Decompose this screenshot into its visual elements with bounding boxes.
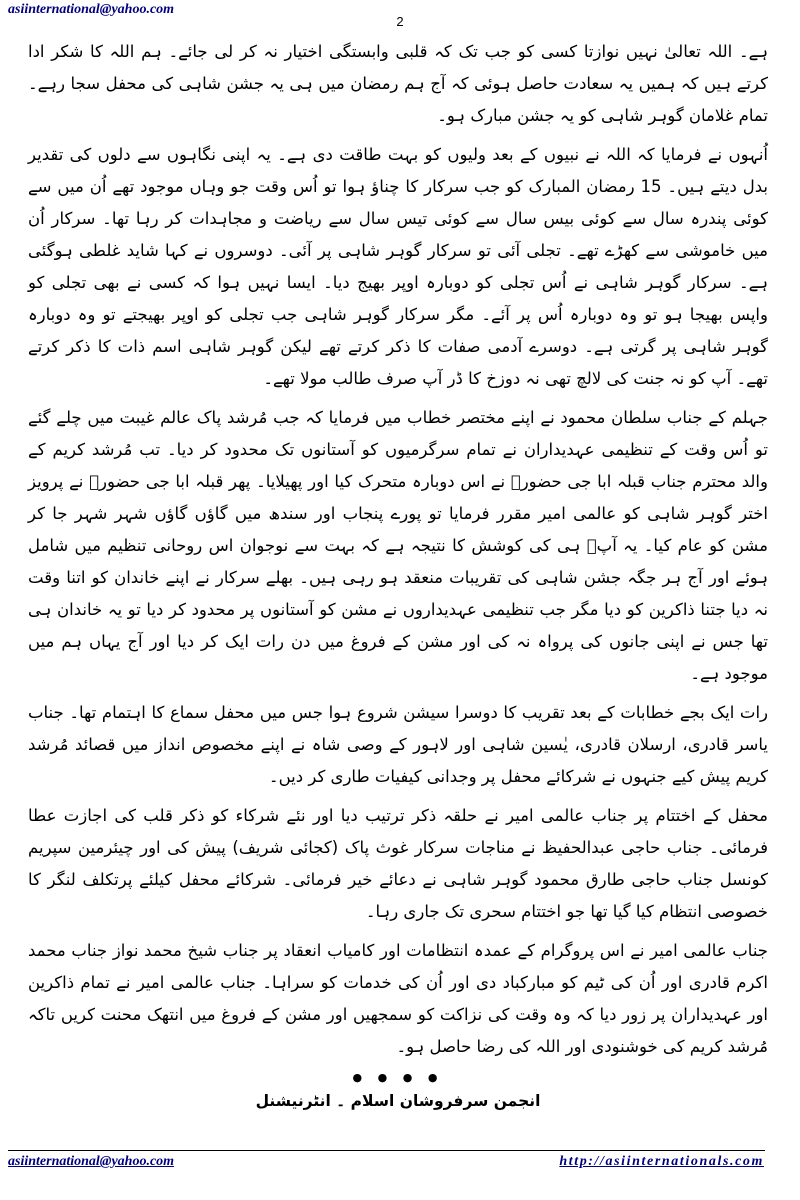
page-number: 2 xyxy=(396,14,404,29)
paragraph-6: جناب عالمی امیر نے اس پروگرام کے عمدہ انتظامات اور کامیاب انعقاد پر جناب شیخ محمد نواز جناب محمد اکرم قادری اور اُن کی ٹیم کو مبارکباد دی اور اُن کی خدمات کو سراہا۔ جناب عالمی امیر نے تمام ذاکرین اور عہدیداران پر زور دیا کہ وہ وقت کی نزاکت کو سمجھیں اور مشن کے فروغ میں انتھک محنت کریں تاکہ مُرشد کریم کی خوشنودی اور اللہ کی رضا حاصل ہو۔ xyxy=(28,941,768,1056)
paragraph-3: جہلم کے جناب سلطان محمود نے اپنے مختصر خطاب میں فرمایا کہ جب مُرشد پاک عالم غیبت میں چلے گئے تو اُس وقت کے تنظیمی عہدیداران نے تمام سرگرمیوں کو آستانوں تک محدود کر دیا۔ تب مُرشد کریم کے والد محترم جناب قبلہ ابا جی حضورؒ نے اس دوبارہ متحرک کیا اور پھیلایا۔ پھر قبلہ ابا جی حضورؒ نے پرویز اختر گوہر شاہی کو عالمی امیر مقرر فرمایا تو پورے پنجاب اور سندھ میں گاؤں گاؤں شہر شہر جا کر مشن کو عام کیا۔ یہ آپؒ ہی کی کوشش کا نتیجہ ہے کہ بہت سے نوجوان اس روحانی تنظیم میں شامل ہوئے اور آج ہر جگہ جشن شاہی کی تقریبات منعقد ہو رہی ہیں۔ بھلے سرکار نے اپنے خاندان کو اتنا وقت نہ دیا جتنا ذاکرین کو دیا مگر جب تنظیمی عہدیداروں نے مشن کو آستانوں پر محدود کر دیا تو یہ خاندان ہی تھا جس نے اپنی جانوں کی پرواہ نہ کی اور مشن کے فروغ میں دن رات ایک کر دیا اور آج یہاں ہم میں موجود ہے۔ xyxy=(28,408,768,683)
paragraph-1: ہے۔ اللہ تعالیٰ نہیں نوازتا کسی کو جب تک کہ قلبی وابستگی اختیار نہ کر لی جائے۔ ہم اللہ کا شکر ادا کرتے ہیں کہ ہمیں یہ سعادت حاصل ہوئی کہ آج ہم رمضان میں ہی یہ جشن شاہی کی محفل سجا رہے۔ تمام غلامان گوہر شاہی کو یہ جشن مبارک ہو۔ xyxy=(28,42,768,125)
footer-website-link[interactable]: http://asiinternationals.com xyxy=(559,1154,764,1169)
paragraph-5: محفل کے اختتام پر جناب عالمی امیر نے حلقہ ذکر ترتیب دیا اور نئے شرکاء کو ذکر قلب کی اجازت عطا فرمائی۔ جناب حاجی عبدالحفیظ نے مناجات سرکار غوث پاک (کجائی شریف) پیش کی اور چیئرمین سپریم کونسل جناب حاجی طارق محمود گوہر شاہی نے دعائے خیر فرمائی۔ شرکائے محفل کیلئے پرتکلف لنگر کا خصوصی انتظام کیا گیا تھا جو اختتام سحری تک جاری رہا۔ xyxy=(28,806,768,921)
footer-divider xyxy=(8,1150,765,1151)
page-footer xyxy=(0,1150,800,1172)
separator-dots: ● ● ● ● xyxy=(352,1071,444,1084)
article-body xyxy=(28,36,768,1112)
paragraph-2: اُنہوں نے فرمایا کہ اللہ نے نبیوں کے بعد ولیوں کو بہت طاقت دی ہے۔ یہ اپنی نگاہوں سے دلوں کی تقدیر بدل دیتے ہیں۔ 15 رمضان المبارک کو جب سرکار کا چناؤ ہوا تو اُس وقت جو وہاں موجود تھے اُن میں سے کوئی پندرہ سال سے کوئی بیس سال سے کوئی تیس سال سے ریاضت و مجاہدات کر رہا تھا۔ سرکار اُن میں خاموشی سے کھڑے تھے۔ تجلی آئی تو سرکار گوہر شاہی پر آئی۔ دوسروں نے کہا شاید غلطی ہوگئی ہے۔ سرکار گوہر شاہی نے اُس تجلی کو دوبارہ اوپر بھیج دیا۔ ایسا نہیں ہوا کہ کسی نے بھی تجلی کو واپس بھیجا ہو تو وہ دوبارہ اُس پر آئے۔ مگر سرکار گوہر شاہی جب تجلی کو اوپر بھیجتے تو وہ دوبارہ گوہر شاہی پر گرتی ہے۔ دوسرے آدمی صفات کا ذکر کرتے تھے لیکن گوہر شاہی اسم ذات کا ذکر کرتے تھے۔ آپ کو نہ جنت کی لالچ تھی نہ دوزخ کا ڈر آپ صرف طالب مولا تھے۔ xyxy=(28,145,769,388)
header-email: asiinternational@yahoo.com xyxy=(8,2,175,17)
footer-email-link[interactable]: asiinternational@yahoo.com xyxy=(8,1154,175,1169)
paragraph-4: رات ایک بجے خطابات کے بعد تقریب کا دوسرا سیشن شروع ہوا جس میں محفل سماع کا اہتمام تھا۔ جناب یاسر قادری، ارسلان قادری، یٰسین شاہی اور لاہور کے وصی شاہ نے اپنے مخصوص انداز میں قصائد مُرشد کریم پیش کیے جنہوں نے شرکائے محفل پر وجدانی کیفیات طاری کر دیں۔ xyxy=(28,703,768,786)
organization-signature: انجمن سرفروشان اسلام ۔ انٹرنیشنل xyxy=(255,1092,541,1110)
